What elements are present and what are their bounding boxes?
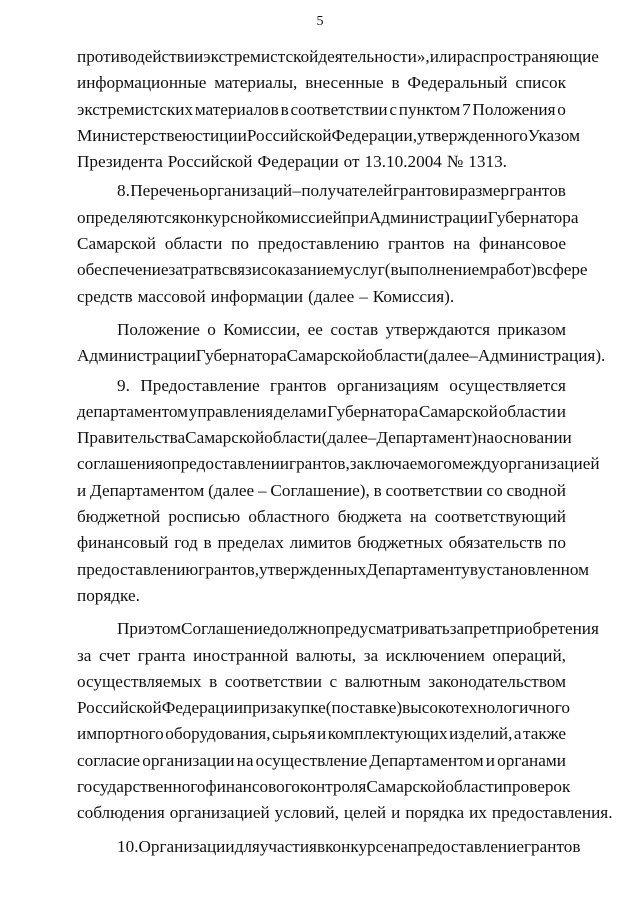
word: Перечень bbox=[130, 181, 200, 201]
word: исключением bbox=[385, 645, 485, 665]
word: условий, bbox=[274, 803, 339, 823]
paragraph-1 bbox=[77, 44, 599, 175]
word: приказом bbox=[497, 319, 566, 339]
word: в bbox=[536, 260, 545, 280]
word: закупке bbox=[269, 698, 326, 718]
word: Комиссия). bbox=[372, 286, 455, 306]
word: оказанием bbox=[268, 260, 345, 280]
word: со bbox=[486, 480, 503, 500]
text-line bbox=[77, 478, 566, 504]
word: 1313. bbox=[468, 152, 507, 172]
word: запрет bbox=[449, 619, 497, 639]
word: обязательств bbox=[448, 533, 543, 553]
word: Предоставление bbox=[140, 375, 260, 395]
word: в bbox=[469, 559, 478, 579]
word: осуществление bbox=[255, 750, 368, 770]
word: Федеральный bbox=[407, 73, 508, 93]
word: 13.10.2004 bbox=[364, 152, 442, 172]
word: в bbox=[209, 671, 218, 691]
word: массовой bbox=[137, 286, 206, 306]
word: деятельности», bbox=[318, 47, 430, 66]
word: Департаментом bbox=[369, 750, 484, 770]
word: 8. bbox=[117, 181, 130, 201]
word: на bbox=[409, 507, 427, 527]
text-line bbox=[77, 504, 566, 530]
word: в bbox=[280, 99, 289, 119]
word: противодействии bbox=[77, 47, 204, 66]
text-line bbox=[77, 399, 566, 425]
word: Положения bbox=[472, 99, 556, 119]
word: экстремистских bbox=[77, 99, 194, 119]
word: предоставлению bbox=[257, 234, 380, 254]
word: Администрации bbox=[77, 346, 196, 366]
word: делами bbox=[273, 401, 327, 421]
word: гранта bbox=[137, 645, 186, 665]
word: комплектующих bbox=[327, 724, 448, 744]
word: Соглашение), bbox=[270, 480, 370, 500]
word: материалов bbox=[194, 99, 279, 119]
word: должно bbox=[270, 619, 326, 639]
word: Департамент) bbox=[376, 428, 478, 448]
word: согласие bbox=[77, 750, 141, 770]
text-line bbox=[77, 317, 566, 343]
word: в bbox=[373, 480, 382, 500]
paragraph-3 bbox=[77, 317, 606, 370]
text-line bbox=[77, 231, 566, 257]
word: их bbox=[469, 803, 487, 823]
text-line bbox=[77, 70, 566, 96]
word: области bbox=[365, 346, 424, 366]
word: организаций bbox=[199, 181, 293, 201]
word: соответствующий bbox=[434, 507, 566, 527]
word: предоставления. bbox=[491, 803, 613, 823]
word: Администрации bbox=[368, 207, 488, 227]
word: – bbox=[292, 181, 301, 201]
word: организации bbox=[142, 750, 235, 770]
word: экстремистской bbox=[203, 47, 319, 66]
word: целей bbox=[343, 803, 387, 823]
word: определяются bbox=[77, 207, 180, 227]
word: при bbox=[242, 698, 270, 718]
word: по bbox=[231, 234, 249, 254]
word: 9. bbox=[117, 375, 130, 395]
word: 7 bbox=[462, 99, 471, 119]
word: грантов bbox=[387, 234, 445, 254]
word: организациям bbox=[336, 375, 439, 395]
word: и bbox=[556, 401, 566, 421]
word: на bbox=[236, 750, 254, 770]
word: средств bbox=[77, 286, 133, 306]
word: Федерации bbox=[161, 698, 243, 718]
word: основании bbox=[494, 428, 572, 448]
word: организацией bbox=[169, 803, 270, 823]
word: Федерации, bbox=[331, 125, 417, 145]
word: конкурсной bbox=[179, 207, 265, 227]
word: с bbox=[261, 260, 269, 280]
word: – bbox=[469, 346, 478, 366]
word: порядка bbox=[405, 803, 465, 823]
text-line bbox=[77, 643, 566, 669]
word: Положение bbox=[117, 319, 200, 339]
document-body bbox=[77, 44, 613, 860]
word: а bbox=[513, 724, 522, 744]
word: в bbox=[316, 836, 326, 856]
word: При bbox=[117, 619, 148, 639]
word: о bbox=[557, 99, 566, 119]
word: бюджета bbox=[337, 507, 402, 527]
word: юстиции bbox=[182, 125, 247, 145]
word: Самарской bbox=[185, 428, 265, 448]
word: валютным bbox=[344, 671, 421, 691]
word: бюджетных bbox=[357, 533, 443, 553]
word: и bbox=[317, 724, 327, 744]
word: (далее bbox=[208, 480, 255, 500]
text-line bbox=[77, 530, 566, 556]
text-line bbox=[77, 205, 579, 231]
word: соблюдения bbox=[77, 803, 165, 823]
word: этом bbox=[147, 619, 182, 639]
word: с bbox=[389, 99, 397, 119]
word: (далее bbox=[321, 428, 368, 448]
word: росписью bbox=[168, 507, 241, 527]
paragraph-5 bbox=[77, 616, 613, 826]
text-line bbox=[77, 834, 581, 860]
word: области bbox=[445, 777, 503, 797]
word: грантов bbox=[392, 181, 450, 201]
word: Комиссии, bbox=[223, 319, 301, 339]
word: от bbox=[343, 152, 360, 172]
word: (далее bbox=[423, 346, 470, 366]
word: грантов bbox=[270, 375, 327, 395]
word: осуществляемых bbox=[77, 671, 202, 691]
word: пределах bbox=[217, 533, 284, 553]
word: финансовый bbox=[77, 533, 169, 553]
word: Президента bbox=[77, 152, 163, 172]
text-line bbox=[77, 451, 600, 477]
word: по bbox=[548, 533, 566, 553]
word: Организации bbox=[138, 836, 235, 856]
text-line bbox=[77, 774, 571, 800]
word: грантов bbox=[509, 181, 566, 201]
word: предоставлению bbox=[77, 559, 199, 579]
word: на bbox=[453, 234, 471, 254]
word: о bbox=[207, 319, 216, 339]
word: Самарской bbox=[77, 234, 156, 254]
word: – bbox=[257, 480, 267, 500]
word: и bbox=[391, 803, 401, 823]
word: управления bbox=[188, 401, 274, 421]
text-line bbox=[77, 343, 606, 369]
word: предоставлении bbox=[171, 454, 290, 474]
word: областного bbox=[248, 507, 330, 527]
word: государственного bbox=[77, 777, 206, 797]
word: размер bbox=[459, 181, 510, 201]
word: Департаментом bbox=[90, 480, 205, 500]
word: Губернатора bbox=[195, 346, 287, 366]
text-line bbox=[77, 800, 613, 826]
word: затрат bbox=[168, 260, 214, 280]
word: грантов bbox=[523, 836, 581, 856]
word: в bbox=[213, 260, 222, 280]
word: или bbox=[429, 47, 457, 66]
word: лимитов bbox=[289, 533, 352, 553]
text-line bbox=[77, 583, 566, 609]
paragraph-2 bbox=[77, 178, 588, 309]
word: Российской bbox=[246, 125, 332, 145]
word: законодательством bbox=[428, 671, 566, 691]
word: приобретения bbox=[496, 619, 599, 639]
word: изделий, bbox=[449, 724, 513, 744]
text-line bbox=[77, 721, 566, 747]
word: ее bbox=[307, 319, 323, 339]
word: получателей bbox=[301, 181, 393, 201]
word: установленном bbox=[478, 559, 589, 579]
word: сырья bbox=[272, 724, 316, 744]
word: валюты, bbox=[295, 645, 357, 665]
word: контроля bbox=[299, 777, 367, 797]
word: (выполнением bbox=[384, 260, 491, 280]
word: области bbox=[164, 234, 223, 254]
word: № bbox=[446, 152, 464, 172]
word: соответствии bbox=[385, 480, 483, 500]
word: список bbox=[515, 73, 566, 93]
word: информации bbox=[210, 286, 304, 306]
word: распространяющие bbox=[456, 47, 599, 66]
word: утвержденного bbox=[417, 125, 528, 145]
word: финансовое bbox=[478, 234, 566, 254]
text-line bbox=[77, 425, 572, 451]
word: иностранной bbox=[193, 645, 289, 665]
word: высокотехнологичного bbox=[402, 698, 570, 718]
word: счет bbox=[99, 645, 131, 665]
word: год bbox=[174, 533, 198, 553]
word: комиссией bbox=[264, 207, 342, 227]
word: информационные bbox=[77, 73, 207, 93]
word: участия bbox=[259, 836, 317, 856]
word: – bbox=[367, 428, 377, 448]
text-line bbox=[77, 616, 599, 642]
word: между bbox=[451, 454, 500, 474]
word: и bbox=[485, 750, 495, 770]
text-line bbox=[77, 44, 599, 70]
text-line bbox=[77, 748, 566, 774]
word: услуг bbox=[344, 260, 385, 280]
word: оборудования, bbox=[165, 724, 271, 744]
word: также bbox=[523, 724, 566, 744]
text-line bbox=[77, 257, 588, 283]
word: состав bbox=[330, 319, 379, 339]
paragraph-4 bbox=[77, 373, 600, 610]
word: на bbox=[391, 836, 408, 856]
word: предоставление bbox=[407, 836, 524, 856]
text-line bbox=[77, 123, 581, 149]
word: бюджетной bbox=[77, 507, 161, 527]
word: заключаемого bbox=[349, 454, 452, 474]
word: соответствии bbox=[224, 671, 322, 691]
word: Правительства bbox=[77, 428, 186, 448]
word: органами bbox=[497, 750, 566, 770]
word: работ) bbox=[490, 260, 537, 280]
page-number: 5 bbox=[316, 14, 324, 29]
word: с bbox=[329, 671, 338, 691]
word: Самарской bbox=[418, 401, 498, 421]
word: предусматривать bbox=[325, 619, 450, 639]
word: Федерации bbox=[257, 152, 339, 172]
word: за bbox=[363, 645, 379, 665]
word: (поставке) bbox=[325, 698, 403, 718]
word: Самарской bbox=[286, 346, 366, 366]
word: утверждаются bbox=[385, 319, 490, 339]
word: пунктом bbox=[398, 99, 461, 119]
word: связи bbox=[221, 260, 262, 280]
word: департаментом bbox=[77, 401, 189, 421]
word: проверок bbox=[502, 777, 571, 797]
word: области bbox=[498, 401, 557, 421]
word: Администрация). bbox=[477, 346, 606, 366]
word: утвержденных bbox=[259, 559, 367, 579]
word: Российской bbox=[167, 152, 253, 172]
text-line bbox=[77, 669, 566, 695]
word: при bbox=[341, 207, 369, 227]
word: области bbox=[264, 428, 322, 448]
text-line bbox=[77, 149, 566, 175]
word: Указом bbox=[527, 125, 581, 145]
word: Департаменту bbox=[366, 559, 470, 579]
word: Соглашение bbox=[181, 619, 271, 639]
word: грантов, bbox=[198, 559, 260, 579]
word: на bbox=[477, 428, 495, 448]
word: (далее bbox=[308, 286, 355, 306]
text-line bbox=[77, 557, 589, 583]
word: о bbox=[162, 454, 172, 474]
word: импортного bbox=[77, 724, 164, 744]
word: Губернатора bbox=[327, 401, 419, 421]
text-line bbox=[77, 373, 566, 399]
word: в bbox=[203, 533, 212, 553]
word: грантов, bbox=[289, 454, 350, 474]
text-line bbox=[77, 284, 566, 310]
word: – bbox=[359, 286, 368, 306]
paragraph-6 bbox=[77, 834, 581, 860]
word: сводной bbox=[506, 480, 566, 500]
text-line bbox=[77, 97, 566, 123]
word: конкурсе bbox=[325, 836, 392, 856]
word: для bbox=[234, 836, 260, 856]
word: 10. bbox=[117, 836, 139, 856]
word: Губернатора bbox=[487, 207, 579, 227]
word: внесенные bbox=[305, 73, 384, 93]
word: материалы, bbox=[214, 73, 298, 93]
word: порядке. bbox=[77, 585, 140, 605]
word: за bbox=[77, 645, 92, 665]
word: осуществляется bbox=[449, 375, 566, 395]
word: Министерстве bbox=[77, 125, 183, 145]
word: и bbox=[77, 480, 87, 500]
word: Самарской bbox=[366, 777, 446, 797]
word: соглашения bbox=[77, 454, 163, 474]
word: в bbox=[391, 73, 400, 93]
word: и bbox=[449, 181, 459, 201]
word: финансового bbox=[205, 777, 300, 797]
word: сфере bbox=[544, 260, 588, 280]
word: организацией bbox=[499, 454, 600, 474]
word: обеспечение bbox=[77, 260, 169, 280]
text-line bbox=[77, 178, 566, 204]
text-line bbox=[77, 695, 570, 721]
word: соответствии bbox=[290, 99, 388, 119]
word: Российской bbox=[77, 698, 162, 718]
word: операций, bbox=[492, 645, 566, 665]
